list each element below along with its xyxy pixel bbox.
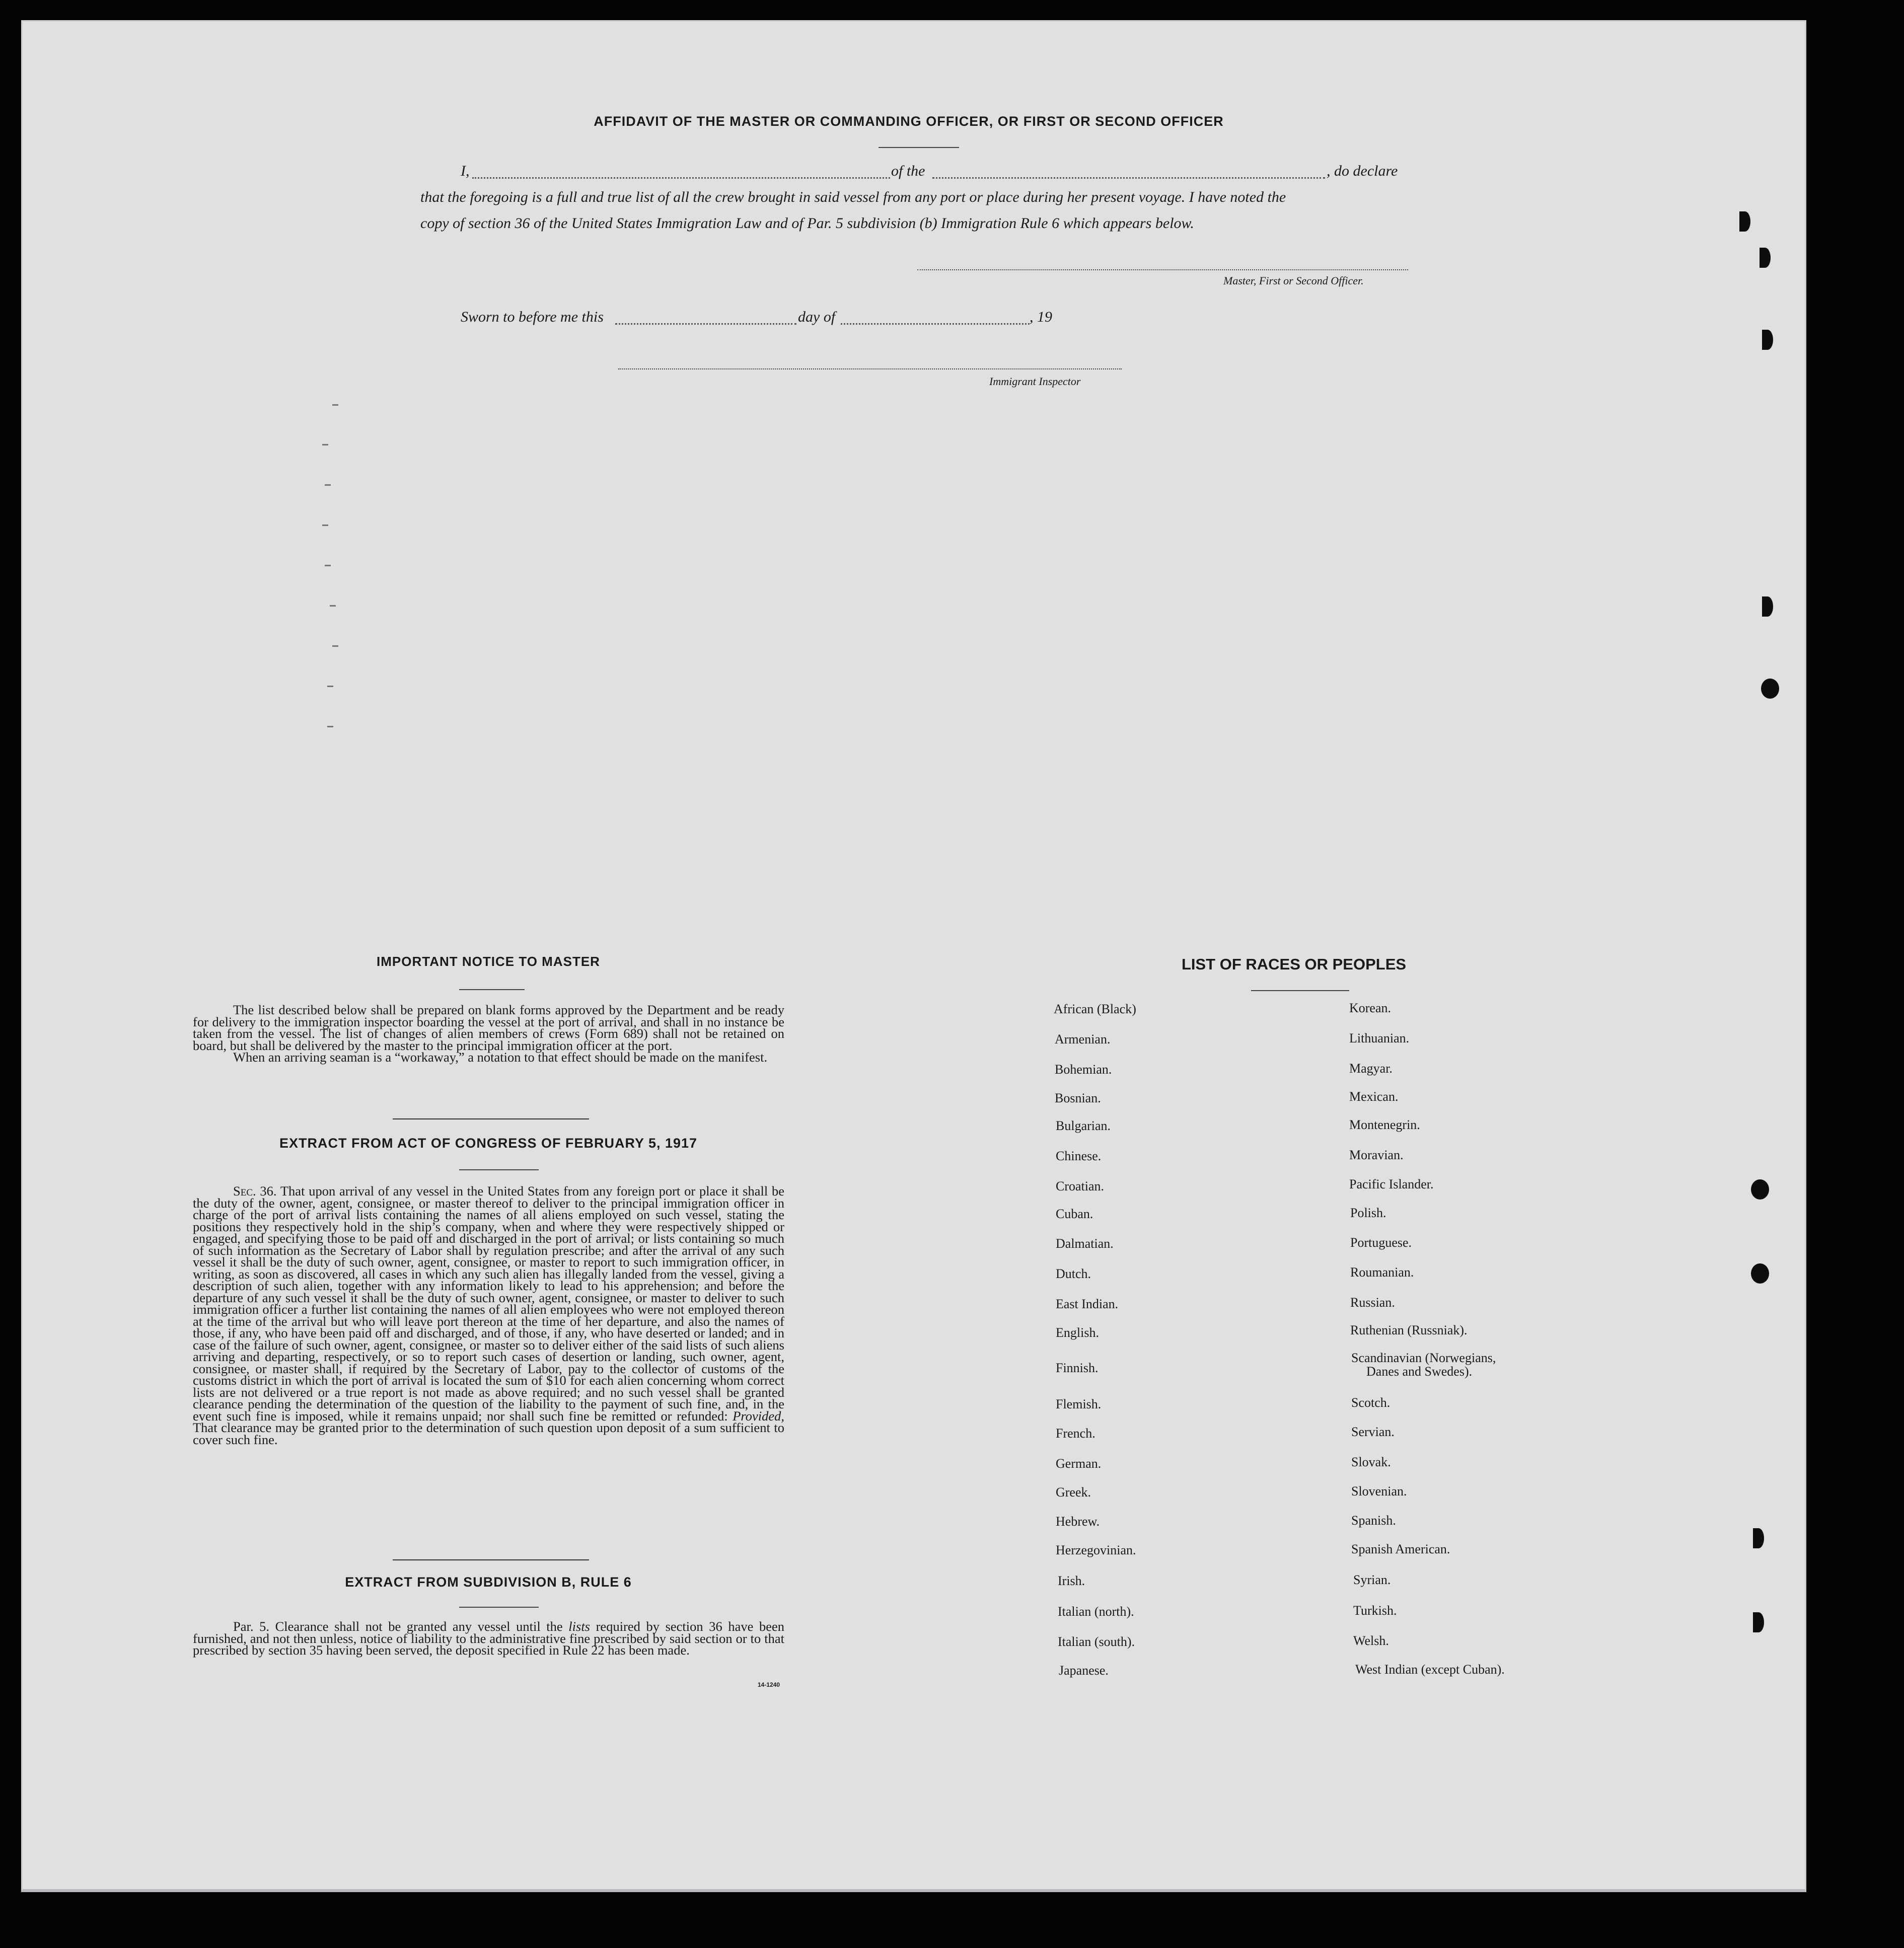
race-item: Chinese. (1056, 1149, 1102, 1163)
race-item-continued: Danes and Swedes). (1366, 1364, 1473, 1379)
master-signature-line (917, 269, 1408, 270)
binder-hole (1762, 330, 1773, 350)
master-signature-label: Master, First or Second Officer. (1223, 274, 1364, 287)
act-provided: Provided, (733, 1408, 784, 1423)
races-title-rule (1251, 990, 1349, 991)
act-title-rule (459, 1169, 539, 1170)
rule-text-end: required by section 36 have been furnished, and not then unless, notice of liability to the administrative fine prescribed by said section or to that prescribed by section 35 having been served, the deposit specified in Rule 22 has been made. (193, 1619, 785, 1658)
race-item: Finnish. (1056, 1361, 1099, 1375)
race-item: Ruthenian (Russniak). (1350, 1323, 1468, 1337)
race-item: Hebrew. (1056, 1514, 1100, 1529)
race-item: Dalmatian. (1056, 1236, 1114, 1251)
race-item: Bohemian. (1055, 1062, 1112, 1077)
rule-par-5 (193, 1621, 784, 1657)
race-item: Cuban. (1056, 1207, 1093, 1221)
race-item: Servian. (1351, 1425, 1395, 1439)
sworn-line (461, 304, 1115, 330)
binder-hole (1753, 1528, 1764, 1548)
binder-hole (1761, 679, 1779, 699)
race-item: Spanish. (1351, 1513, 1396, 1528)
race-item: Spanish American. (1351, 1542, 1450, 1556)
race-item: Armenian. (1055, 1032, 1111, 1046)
sworn-start: Sworn to before me this (461, 309, 604, 325)
race-item: Turkish. (1353, 1603, 1397, 1618)
race-item: Scotch. (1351, 1395, 1390, 1410)
race-item: West Indian (except Cuban). (1355, 1662, 1505, 1677)
race-item: Magyar. (1349, 1061, 1393, 1076)
bleed-mark (330, 605, 336, 607)
form-number: 14-1240 (758, 1681, 780, 1688)
races-title: LIST OF RACES OR PEOPLES (1181, 955, 1407, 973)
affidavit-line2: that the foregoing is a full and true list of all the crew brought in said vessel from any port or place during her present voyage. I have noted the (420, 189, 1286, 205)
race-item: Greek. (1056, 1485, 1091, 1500)
rule-title: EXTRACT FROM SUBDIVISION B, RULE 6 (345, 1575, 632, 1590)
race-item: African (Black) (1054, 1002, 1136, 1016)
race-item: East Indian. (1056, 1297, 1119, 1311)
rule-title-rule (459, 1607, 539, 1608)
binder-hole (1762, 596, 1773, 617)
race-item: Scandinavian (Norwegians, (1351, 1351, 1496, 1365)
sworn-year: , 19 (1030, 309, 1052, 325)
race-item: German. (1056, 1456, 1102, 1471)
affidavit-line1 (461, 158, 1407, 184)
binder-hole (1753, 1612, 1764, 1632)
bleed-mark (325, 565, 331, 566)
race-item: Slovak. (1351, 1455, 1391, 1469)
race-item: Montenegrin. (1349, 1117, 1420, 1132)
act-sec-label: Sec. 36. (233, 1183, 277, 1198)
vessel-blank (932, 177, 1325, 179)
race-item: English. (1056, 1325, 1099, 1340)
race-item: Roumanian. (1350, 1265, 1414, 1280)
bleed-mark (327, 726, 333, 727)
act-title: EXTRACT FROM ACT OF CONGRESS OF FEBRUARY 5, 1917 (279, 1136, 698, 1151)
race-item: Polish. (1350, 1206, 1386, 1220)
rule-text-start: Par. 5. Clearance shall not be granted any vessel until the (233, 1619, 563, 1634)
name-blank (472, 177, 890, 179)
bleed-mark (325, 484, 331, 486)
race-item: Flemish. (1056, 1397, 1102, 1411)
race-item: Mexican. (1349, 1089, 1399, 1104)
race-item: Croatian. (1056, 1179, 1105, 1193)
inspector-signature-line (618, 368, 1122, 369)
race-item: Syrian. (1353, 1572, 1391, 1587)
bleed-mark (322, 525, 328, 526)
race-item: Lithuanian. (1349, 1031, 1410, 1045)
binder-hole (1739, 211, 1750, 232)
race-item: Italian (south). (1058, 1634, 1135, 1649)
race-item: Welsh. (1353, 1633, 1389, 1648)
race-item: Portuguese. (1350, 1235, 1412, 1250)
bleed-mark (332, 404, 338, 406)
affidavit-title-rule (878, 147, 959, 148)
inspector-label: Immigrant Inspector (989, 375, 1081, 388)
race-item: Russian. (1350, 1295, 1395, 1310)
bleed-mark (322, 444, 328, 445)
race-item: Italian (north). (1058, 1604, 1134, 1619)
sworn-month-blank (841, 323, 1030, 325)
sworn-day-of: day of (798, 309, 836, 325)
notice-title-rule (459, 989, 525, 990)
rule-lists-word: lists (568, 1619, 590, 1634)
race-item: Dutch. (1056, 1266, 1091, 1281)
notice-para-1: The list described below shall be prepared on blank forms approved by the Department and be ready for delivery to the immigration inspector boarding the vessel at the port of arrival, and shall in no instance be taken from the vessel. The list of changes of alien members of crews (Form 689) shall not be retained on board, but shall be delivered by the master to the principal immigration officer at the port. (193, 1002, 784, 1053)
notice-body (193, 1004, 784, 1064)
divider-2 (393, 1559, 589, 1560)
race-item: Moravian. (1349, 1148, 1404, 1162)
race-item: Bosnian. (1055, 1091, 1101, 1105)
race-item: Korean. (1349, 1001, 1392, 1015)
notice-para-2: When an arriving seaman is a “workaway,” a notation to that effect should be made on the manifest. (233, 1050, 768, 1065)
bleed-mark (332, 645, 338, 647)
binder-hole (1751, 1179, 1769, 1200)
divider-1 (393, 1118, 589, 1119)
rule-body (193, 1621, 784, 1657)
race-item: Irish. (1058, 1574, 1085, 1588)
affidavit-of-the: of the (891, 163, 925, 179)
act-sec-text-end: That clearance may be granted prior to the determination of such question upon deposit of a sum sufficient to cover such fine. (193, 1420, 784, 1447)
act-sec-text: That upon arrival of any vessel in the United States from any foreign port or place it shall be the duty of the owner, agent, consignee, or master thereof to deliver to the principal immigration officer in charge of the port of arrival lists containing the names of all aliens employed on such vessel, stating the positions they respectively hold in the ship’s company, when and where they were respectively shipped or engaged, and specifying those to be paid off and discharged in the port of arrival; or lists containing so much of such information as the Secretary of Labor shall by regulation prescribe; and after the arrival of any such vessel it shall be the duty of such owner, agent, consignee, or master to report to such immigration officer, in writing, as soon as discovered, all cases in which any such alien has illegally landed from the vessel, giving a description of such alien, together with any information likely to lead to his apprehension; and before the departure of any such vessel it shall be the duty of such owner, agent, consignee, or master to deliver to such immigration officer a further list containing the names of all alien employees who were not employed thereon at the time of the arrival but who will leave port thereon at the time of her departure, and also the names of those, if any, who have been paid off and discharged, and of those, if any, who have deserted or landed; and in case of the failure of such owner, agent, consignee, or master so to deliver either of the said lists of such aliens arriving and departing, respectively, or so to report such cases of desertion or landing, such owner, agent, consignee, or master shall, if required by the Secretary of Labor, pay to the collector of customs of the customs district in which the port of arrival is located the sum of $10 for each alien concerning whom correct lists are not delivered or a true report is not made as above required; and no such vessel shall be granted clearance pending the determination of the question of the liability to the payment of such fine, and, in the event such fine is imposed, while it remains unpaid; nor shall such fine be remitted or refunded: (193, 1183, 784, 1423)
binder-hole (1760, 248, 1771, 268)
race-item: Herzegovinian. (1056, 1543, 1136, 1557)
notice-title: IMPORTANT NOTICE TO MASTER (377, 954, 600, 969)
act-section-36 (193, 1185, 784, 1446)
sworn-day-blank (615, 323, 796, 325)
race-item: Slovenian. (1351, 1484, 1407, 1499)
race-item: Pacific Islander. (1349, 1177, 1434, 1191)
bleed-mark (327, 686, 333, 687)
race-item: Bulgarian. (1056, 1118, 1111, 1133)
affidavit-title: AFFIDAVIT OF THE MASTER OR COMMANDING OFFICER, OR FIRST OR SECOND OFFICER (594, 114, 1224, 129)
race-item: French. (1056, 1426, 1095, 1441)
affidavit-line3: copy of section 36 of the United States Immigration Law and of Par. 5 subdivision (b) Immigration Rule 6 which appears below. (420, 215, 1194, 232)
race-item: Japanese. (1059, 1663, 1109, 1678)
binder-hole (1751, 1263, 1769, 1284)
affidavit-do-declare: , do declare (1327, 163, 1398, 179)
affidavit-i: I, (461, 163, 470, 179)
act-body (193, 1185, 784, 1446)
